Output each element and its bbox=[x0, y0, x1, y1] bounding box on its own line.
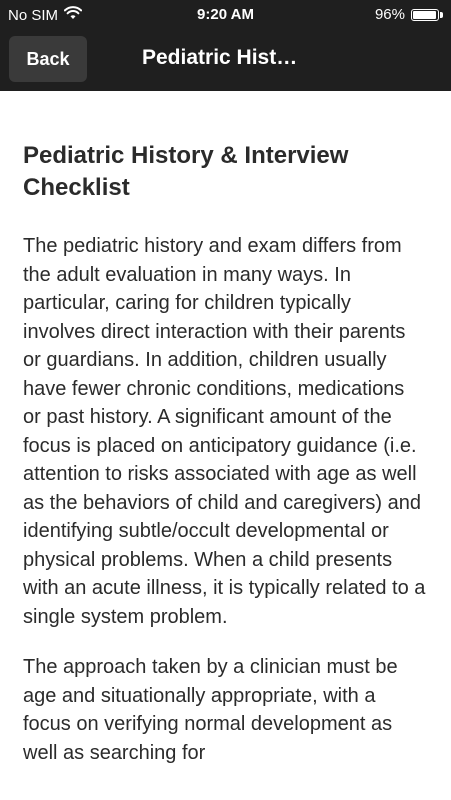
top-bar bbox=[0, 0, 451, 91]
page-title: Pediatric History & Interview Checklist bbox=[23, 142, 349, 201]
battery-cap bbox=[440, 12, 443, 18]
nav-title: Pediatric Hist… bbox=[142, 46, 298, 69]
back-button[interactable]: Back bbox=[9, 36, 87, 82]
battery-fill bbox=[413, 11, 436, 19]
battery-body bbox=[411, 9, 439, 21]
article-paragraph-1: The pediatric history and exam differs from the adult evaluation in many ways. In particular, caring for children typically involves direct interaction with their parents or guardians. In addition, children usually have fewer chronic conditions, medications or past history. A significant amount of the focus is placed on anticipatory guidance (i.e. attention to risks associated with age as well as the behaviors of child and caregivers) and identifying subtle/occult developmental or physical problems. When a child presents with an acute illness, it is typically related to a single system problem. bbox=[23, 235, 426, 628]
carrier-label: No SIM bbox=[8, 6, 59, 24]
article-content bbox=[23, 140, 427, 789]
status-right bbox=[375, 6, 443, 23]
article-paragraph-2: The approach taken by a clinician must be age and situationally appropriate, with a focus on verifying normal development as well as searching for bbox=[23, 656, 398, 764]
battery-percent: 96% bbox=[374, 6, 405, 23]
status-bar bbox=[0, 0, 451, 30]
battery-icon bbox=[411, 9, 443, 21]
status-time: 9:20 AM bbox=[197, 6, 254, 23]
navigation-bar bbox=[0, 30, 451, 91]
